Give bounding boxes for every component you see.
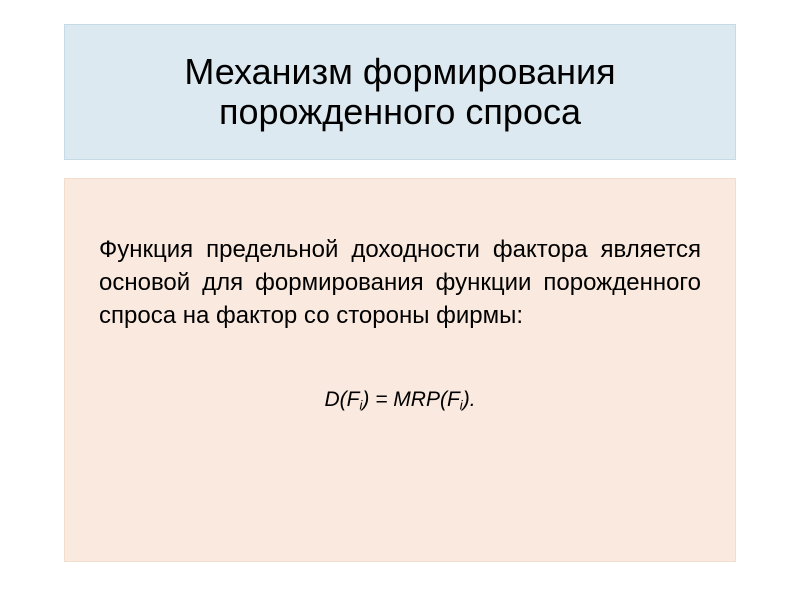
formula-subscript-1: i xyxy=(359,397,363,413)
formula-prefix: D(F xyxy=(324,388,360,412)
page-title-line-2: порожденного спроса xyxy=(219,91,581,132)
body-box xyxy=(64,178,736,562)
page-title-line-1: Механизм формирования xyxy=(184,50,616,92)
body-paragraph: Функция предельной доходности фактора является основой для формирования функции порожденного спроса на фактор со стороны фирмы: xyxy=(99,236,701,330)
page-title xyxy=(166,52,633,133)
formula-subscript-2: i xyxy=(459,397,463,413)
formula-middle: ) = MRP(F xyxy=(362,388,460,412)
formula xyxy=(99,388,701,413)
formula-suffix: ). xyxy=(462,388,476,412)
title-box xyxy=(64,24,736,160)
